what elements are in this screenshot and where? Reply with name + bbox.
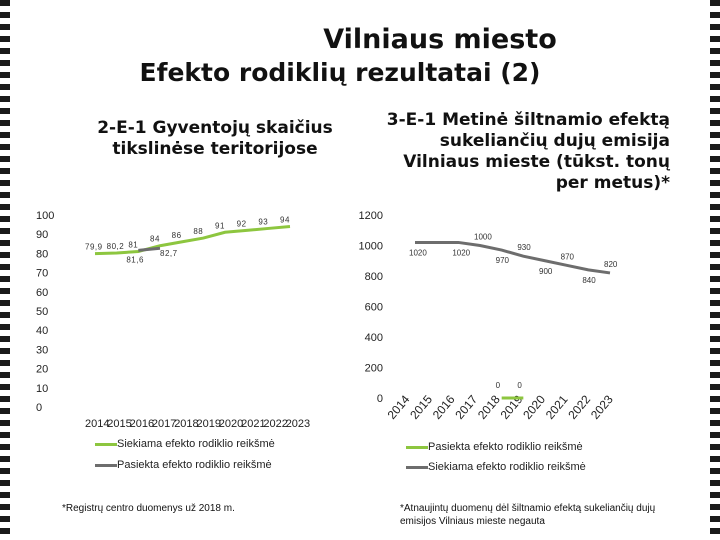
chart2-x-tick-label: 2014 [384,392,413,422]
chart2-legend-item-1 [406,461,586,473]
chart2-legend-label-0: Pasiekta efekto rodiklio reikšmė [428,441,583,453]
chart2-y-tick-label: 1000 [358,240,383,253]
chart2-title: 3-E-1 Metinė šiltnamio efektą sukeliančių dujų emisija Vilniaus mieste (tūkst. tonų per metus)* [386,110,670,193]
chart1-data-label: 88 [193,227,204,237]
chart1-data-label: 81,6 [126,255,144,265]
chart1-x-tick-label: 2017 [151,418,177,430]
chart2-legend-label-1: Siekiama efekto rodiklio reikšmė [428,461,586,473]
chart1-data-label: 80,2 [106,242,125,252]
chart1-y-tick-label: 100 [36,210,55,222]
chart2-x-tick-label: 2018 [474,392,503,422]
chart2-data-label: 0 [517,381,522,390]
chart2-footnote: *Atnaujintų duomenų dėl šiltnamio efektą sukeliančių dujų emisijos Vilniaus mieste negauta [400,503,656,527]
chart2-x-tick-label: 2019 [497,392,526,422]
chart2-y-tick-label: 200 [364,362,383,375]
chart1-data-label: 84 [150,234,160,244]
chart2-x-tick-label: 2021 [542,392,571,422]
chart2-x-tick-label: 2020 [520,392,549,422]
chart2-data-label: 970 [495,256,510,266]
chart1-y-tick-label: 50 [36,306,49,318]
chart1-y-tick-label: 40 [36,325,49,338]
chart1-data-label: 86 [171,230,182,240]
chart1-y-tick-label: 80 [36,248,49,261]
chart1-x-tick-label: 2023 [285,418,311,430]
chart1-legend-label-1: Pasiekta efekto rodiklio reikšmė [117,459,272,471]
page-title-line1: Vilniaus miesto [323,24,557,55]
chart2-x-tick-label: 2023 [587,392,616,422]
chart2-data-label: 870 [560,252,575,262]
chart2-data-label: 1020 [452,248,471,258]
chart2-legend-item-0 [406,441,583,453]
chart2-y-tick-label: 1200 [358,210,383,222]
chart2-emissions [355,200,675,450]
chart2-y-tick-label: 400 [364,332,383,344]
page-title-line2: Efekto rodiklių rezultatai (2) [139,58,541,87]
chart1-x-tick-label: 2019 [196,418,221,430]
chart2-data-label: 0 [495,381,501,390]
chart1-data-label: 82,7 [160,249,178,259]
right-zigzag-border [710,0,720,540]
chart2-x-tick-label: 2016 [429,392,458,422]
chart2-data-label: 1000 [474,232,492,242]
chart1-legend-item-1 [95,459,272,471]
chart2-data-label: 1020 [409,248,427,258]
chart1-y-tick-label: 30 [36,344,49,357]
chart1-x-tick-label: 2022 [263,418,288,430]
chart1-y-tick-label: 20 [36,363,49,376]
chart2-y-tick-label: 600 [364,301,383,314]
chart1-footnote: *Registrų centro duomenys už 2018 m. [62,503,235,514]
chart2-legend-swatch-1 [406,466,428,469]
chart1-data-label: 93 [258,217,269,227]
chart2-data-label: 840 [582,275,596,285]
chart1-y-tick-label: 60 [36,286,49,299]
chart2-series-line-1 [415,242,610,273]
chart2-data-label: 820 [604,259,618,269]
chart1-legend-swatch-1 [95,464,117,467]
chart2-x-tick-label: 2017 [452,392,481,422]
chart1-population [30,200,370,440]
chart1-legend-item-0 [95,438,275,450]
chart1-title: 2-E-1 Gyventojų skaičius tikslinėse teritorijose [97,118,333,159]
chart1-data-label: 81 [128,240,139,250]
chart1-series-line-1 [138,248,160,250]
chart1-y-tick-label: 10 [36,382,49,395]
chart2-x-tick-label: 2022 [565,392,594,422]
chart2-data-label: 900 [539,266,553,276]
chart2-legend-swatch-0 [406,446,428,449]
chart1-x-tick-label: 2021 [241,418,266,430]
chart1-legend-label-0: Siekiama efekto rodiklio reikšmė [117,438,275,450]
left-zigzag-border [0,0,10,540]
chart2-data-label: 930 [517,243,531,253]
chart1-x-tick-label: 2014 [85,418,110,430]
chart1-x-tick-label: 2020 [218,418,244,430]
chart1-y-tick-label: 0 [36,402,43,414]
chart1-data-label: 91 [215,221,225,231]
chart1-data-label: 94 [280,215,290,225]
chart1-x-tick-label: 2015 [107,418,132,430]
chart1-legend-swatch-0 [95,443,117,446]
chart1-y-tick-label: 90 [36,229,49,242]
chart1-x-tick-label: 2016 [129,418,155,430]
chart1-x-tick-label: 2018 [174,418,199,430]
chart2-y-tick-label: 800 [364,271,383,283]
chart2-y-tick-label: 0 [376,393,383,405]
chart1-y-tick-label: 70 [36,267,49,280]
chart1-data-label: 79,9 [85,242,103,252]
chart2-x-tick-label: 2015 [407,392,436,422]
chart1-data-label: 92 [236,219,247,229]
